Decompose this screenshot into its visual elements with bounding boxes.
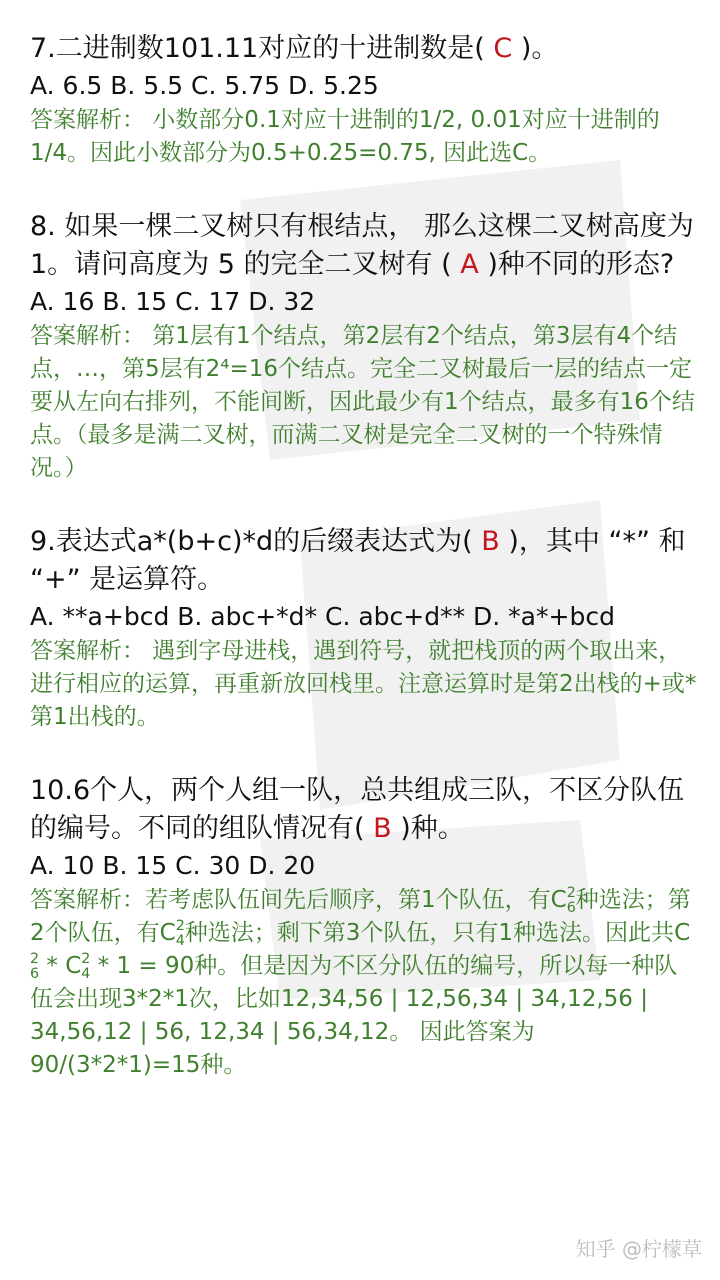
question-prefix: 9.表达式a*(b+c)*d的后缀表达式为( [30,526,473,557]
combination-letter: C [159,920,176,946]
explanation: 答案解析： 第1层有1个结点，第2层有2个结点，第3层有4个结点，…，第5层有2⁴=16个结点。完全二叉树最后一层的结点一定要从左向右排列，不能间断，因此最少有1个结点，最多有16个结点。（最多是满二叉树，而满二叉树是完全二叉树的一个特殊情况。） [30,323,695,481]
combination-sub: 4 [81,965,91,982]
options: A. 6.5 B. 5.5 C. 5.75 D. 5.25 [30,71,379,100]
explanation-part: 种选法；第2个队伍，有 [30,887,691,946]
combination-sup: 2 [81,951,91,968]
answer-letter: B [373,813,392,844]
combination-letter: C [674,920,691,946]
combination-letter: C [550,887,567,913]
quiz-content [30,30,698,1120]
answer-letter: C [493,33,513,64]
answer-letter: A [460,249,479,280]
combination-c42 [65,951,91,982]
combination-sup: 2 [175,918,185,935]
combination-sub: 6 [566,899,576,916]
options: A. 10 B. 15 C. 30 D. 20 [30,851,316,880]
combination-sub: 4 [175,932,185,949]
question-10 [30,772,698,1082]
explanation-part: 答案解析：若考虑队伍间先后顺序，第1个队伍，有 [30,887,551,913]
options: A. **a+bcd B. abc+*d* C. abc+d** D. *a*+bcd [30,602,615,631]
options: A. 16 B. 15 C. 17 D. 32 [30,287,316,316]
question-prefix: 8. 如果一棵二叉树只有根结点， 那么这棵二叉树高度为 1。请问高度为 5 的完全二叉树有 ( [30,211,694,280]
explanation-part: * [39,953,66,979]
explanation: 答案解析： 遇到字母进栈，遇到符号，就把栈顶的两个取出来，进行相应的运算，再重新放回栈里。注意运算时是第2出栈的+或*第1出栈的。 [30,638,697,730]
combination-sub: 6 [30,965,40,982]
combination-c62 [550,885,576,916]
question-suffix: )。 [520,33,559,64]
question-7 [30,30,698,170]
question-text [30,523,698,599]
question-suffix: )种。 [400,813,465,844]
question-text [30,772,698,848]
combination-sup: 2 [30,951,40,968]
combination-letter: C [65,953,82,979]
combination-c42 [159,918,185,949]
explanation-part: 种选法；剩下第3个队伍，只有1种选法。因此共 [184,920,675,946]
question-text [30,30,698,68]
question-8 [30,208,698,485]
explanation: 答案解析： 小数部分0.1对应十进制的1/2, 0.01对应十进制的1/4。因此小数部分为0.5+0.25=0.75, 因此选C。 [30,107,660,166]
explanation [30,884,698,1082]
question-9 [30,523,698,734]
question-suffix: )种不同的形态? [487,249,675,280]
question-prefix: 7.二进制数101.11对应的十进制数是( [30,33,485,64]
question-prefix: 10.6个人，两个人组一队，总共组成三队，不区分队伍的编号。不同的组队情况有( [30,775,685,844]
combination-sup: 2 [566,885,576,902]
zhihu-watermark: 知乎 @柠檬草 [575,1237,702,1261]
answer-letter: B [481,526,500,557]
explanation-part: * 1 = 90种。但是因为不区分队伍的编号，所以每一种队伍会出现3*2*1次，比如12,34,56 | 12,56,34 | 34,12,56 | 34,56,12 | 56, 12,34 | 56,34,12。 因此答案为90/(3*2*1)=15种。 [30,953,678,1078]
question-suffix: )，其中 “*” 和 “+” 是运算符。 [30,526,686,595]
question-text [30,208,698,284]
